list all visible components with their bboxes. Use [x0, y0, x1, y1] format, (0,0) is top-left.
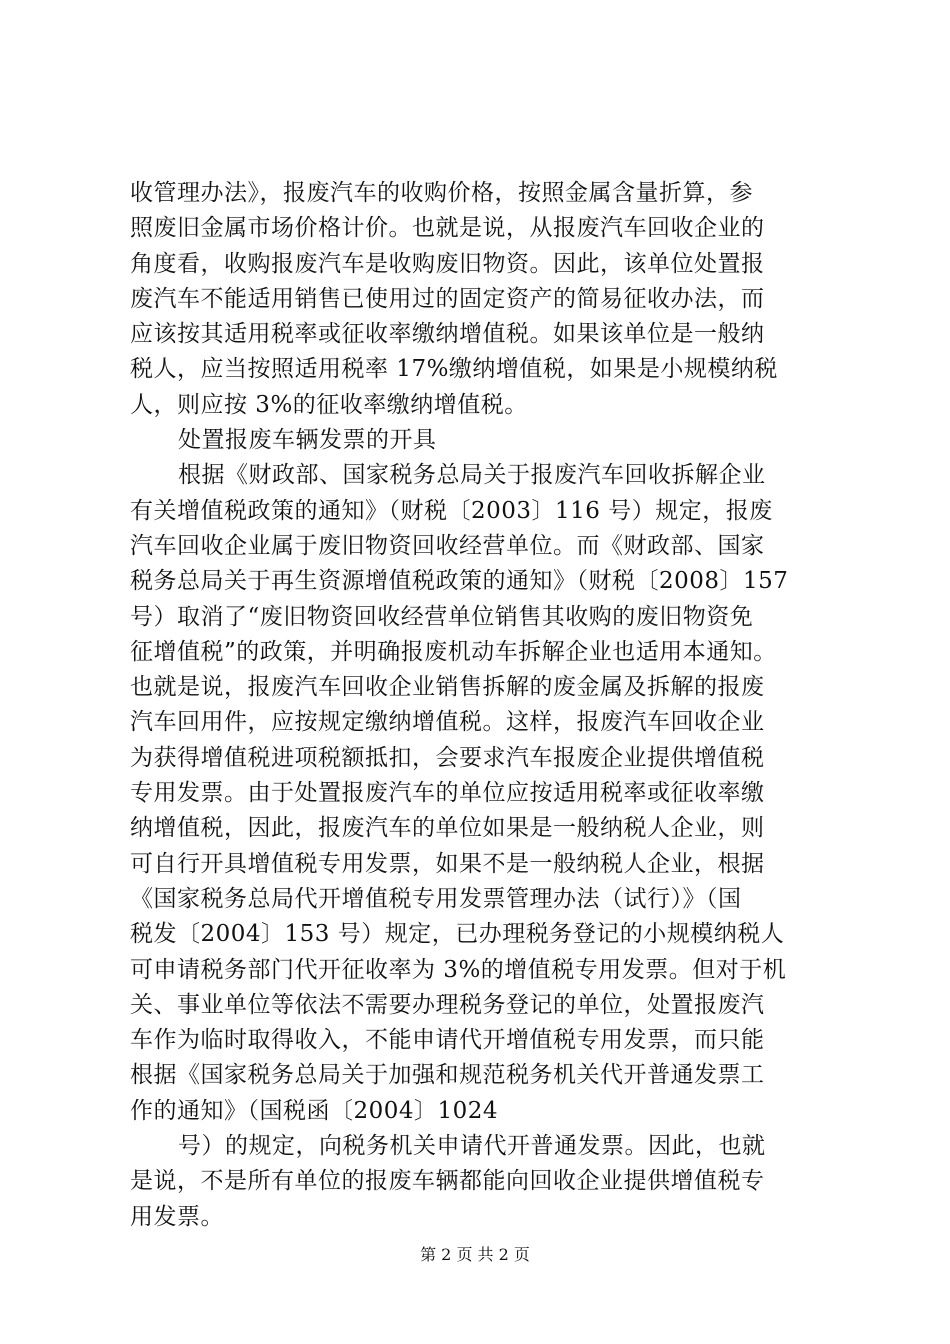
text-line: 废汽车不能适用销售已使用过的固定资产的简易征收办法，而 — [130, 285, 765, 312]
document-body — [130, 176, 830, 1235]
text-line: 用发票。 — [130, 1203, 224, 1230]
text-line: 车作为临时取得收入，不能申请代开增值税专用发票，而只能 — [130, 1027, 765, 1054]
text-line: 根据《财政部、国家税务总局关于报废汽车回收拆解企业 — [178, 462, 766, 489]
text-line: 为获得增值税进项税额抵扣，会要求汽车报废企业提供增值税 — [130, 744, 765, 771]
text-line: 税人，应当按照适用税率 17%缴纳增值税，如果是小规模纳税 — [130, 356, 778, 383]
text-line: 应该按其适用税率或征收率缴纳增值税。如果该单位是一般纳 — [130, 321, 765, 348]
section-heading: 处置报废车辆发票的开具 — [178, 427, 437, 454]
text-line: 可申请税务部门代开征收率为 3%的增值税专用发票。但对于机 — [130, 956, 787, 983]
text-line: 纳增值税，因此，报废汽车的单位如果是一般纳税人企业，则 — [130, 815, 765, 842]
text-line: 照废旧金属市场价格计价。也就是说，从报废汽车回收企业的 — [130, 215, 765, 242]
page-number-footer: 第 2 页 共 2 页 — [420, 1245, 530, 1264]
text-line: 关、事业单位等依法不需要办理税务登记的单位，处置报废汽 — [130, 991, 765, 1018]
text-line: 汽车回收企业属于废旧物资回收经营单位。而《财政部、国家 — [130, 532, 765, 559]
text-line: 专用发票。由于处置报废汽车的单位应按适用税率或征收率缴 — [130, 780, 765, 807]
text-line: 有关增值税政策的通知》（财税〔2003〕116 号）规定，报废 — [130, 497, 773, 524]
text-line: 收管理办法》，报废汽车的收购价格，按照金属含量折算，参 — [130, 180, 753, 206]
text-line: 可自行开具增值税专用发票，如果不是一般纳税人企业，根据 — [130, 850, 765, 877]
text-line: 人，则应按 3%的征收率缴纳增值税。 — [130, 391, 528, 418]
text-line: 号）取消了“废旧物资回收经营单位销售其收购的废旧物资免 — [130, 603, 754, 630]
text-line: 汽车回用件，应按规定缴纳增值税。这样，报废汽车回收企业 — [130, 709, 765, 736]
text-line: 也就是说，报废汽车回收企业销售拆解的废金属及拆解的报废 — [130, 674, 765, 701]
text-line: 征增值税”的政策，并明确报废机动车拆解企业也适用本通知。 — [130, 638, 777, 665]
text-line: 《国家税务总局代开增值税专用发票管理办法（试行）》（国 — [130, 885, 742, 912]
text-line: 作的通知》（国税函〔2004〕1024 — [130, 1097, 499, 1124]
text-line: 角度看，收购报废汽车是收购废旧物资。因此，该单位处置报 — [130, 250, 765, 277]
text-line: 税务总局关于再生资源增值税政策的通知》（财税〔2008〕157 — [130, 568, 789, 595]
text-line: 税发〔2004〕153 号）规定，已办理税务登记的小规模纳税人 — [130, 921, 785, 948]
text-line: 号）的规定，向税务机关申请代开普通发票。因此，也就 — [178, 1133, 766, 1160]
text-line: 是说，不是所有单位的报废车辆都能向回收企业提供增值税专 — [130, 1168, 765, 1195]
text-line: 根据《国家税务总局关于加强和规范税务机关代开普通发票工 — [130, 1062, 765, 1089]
